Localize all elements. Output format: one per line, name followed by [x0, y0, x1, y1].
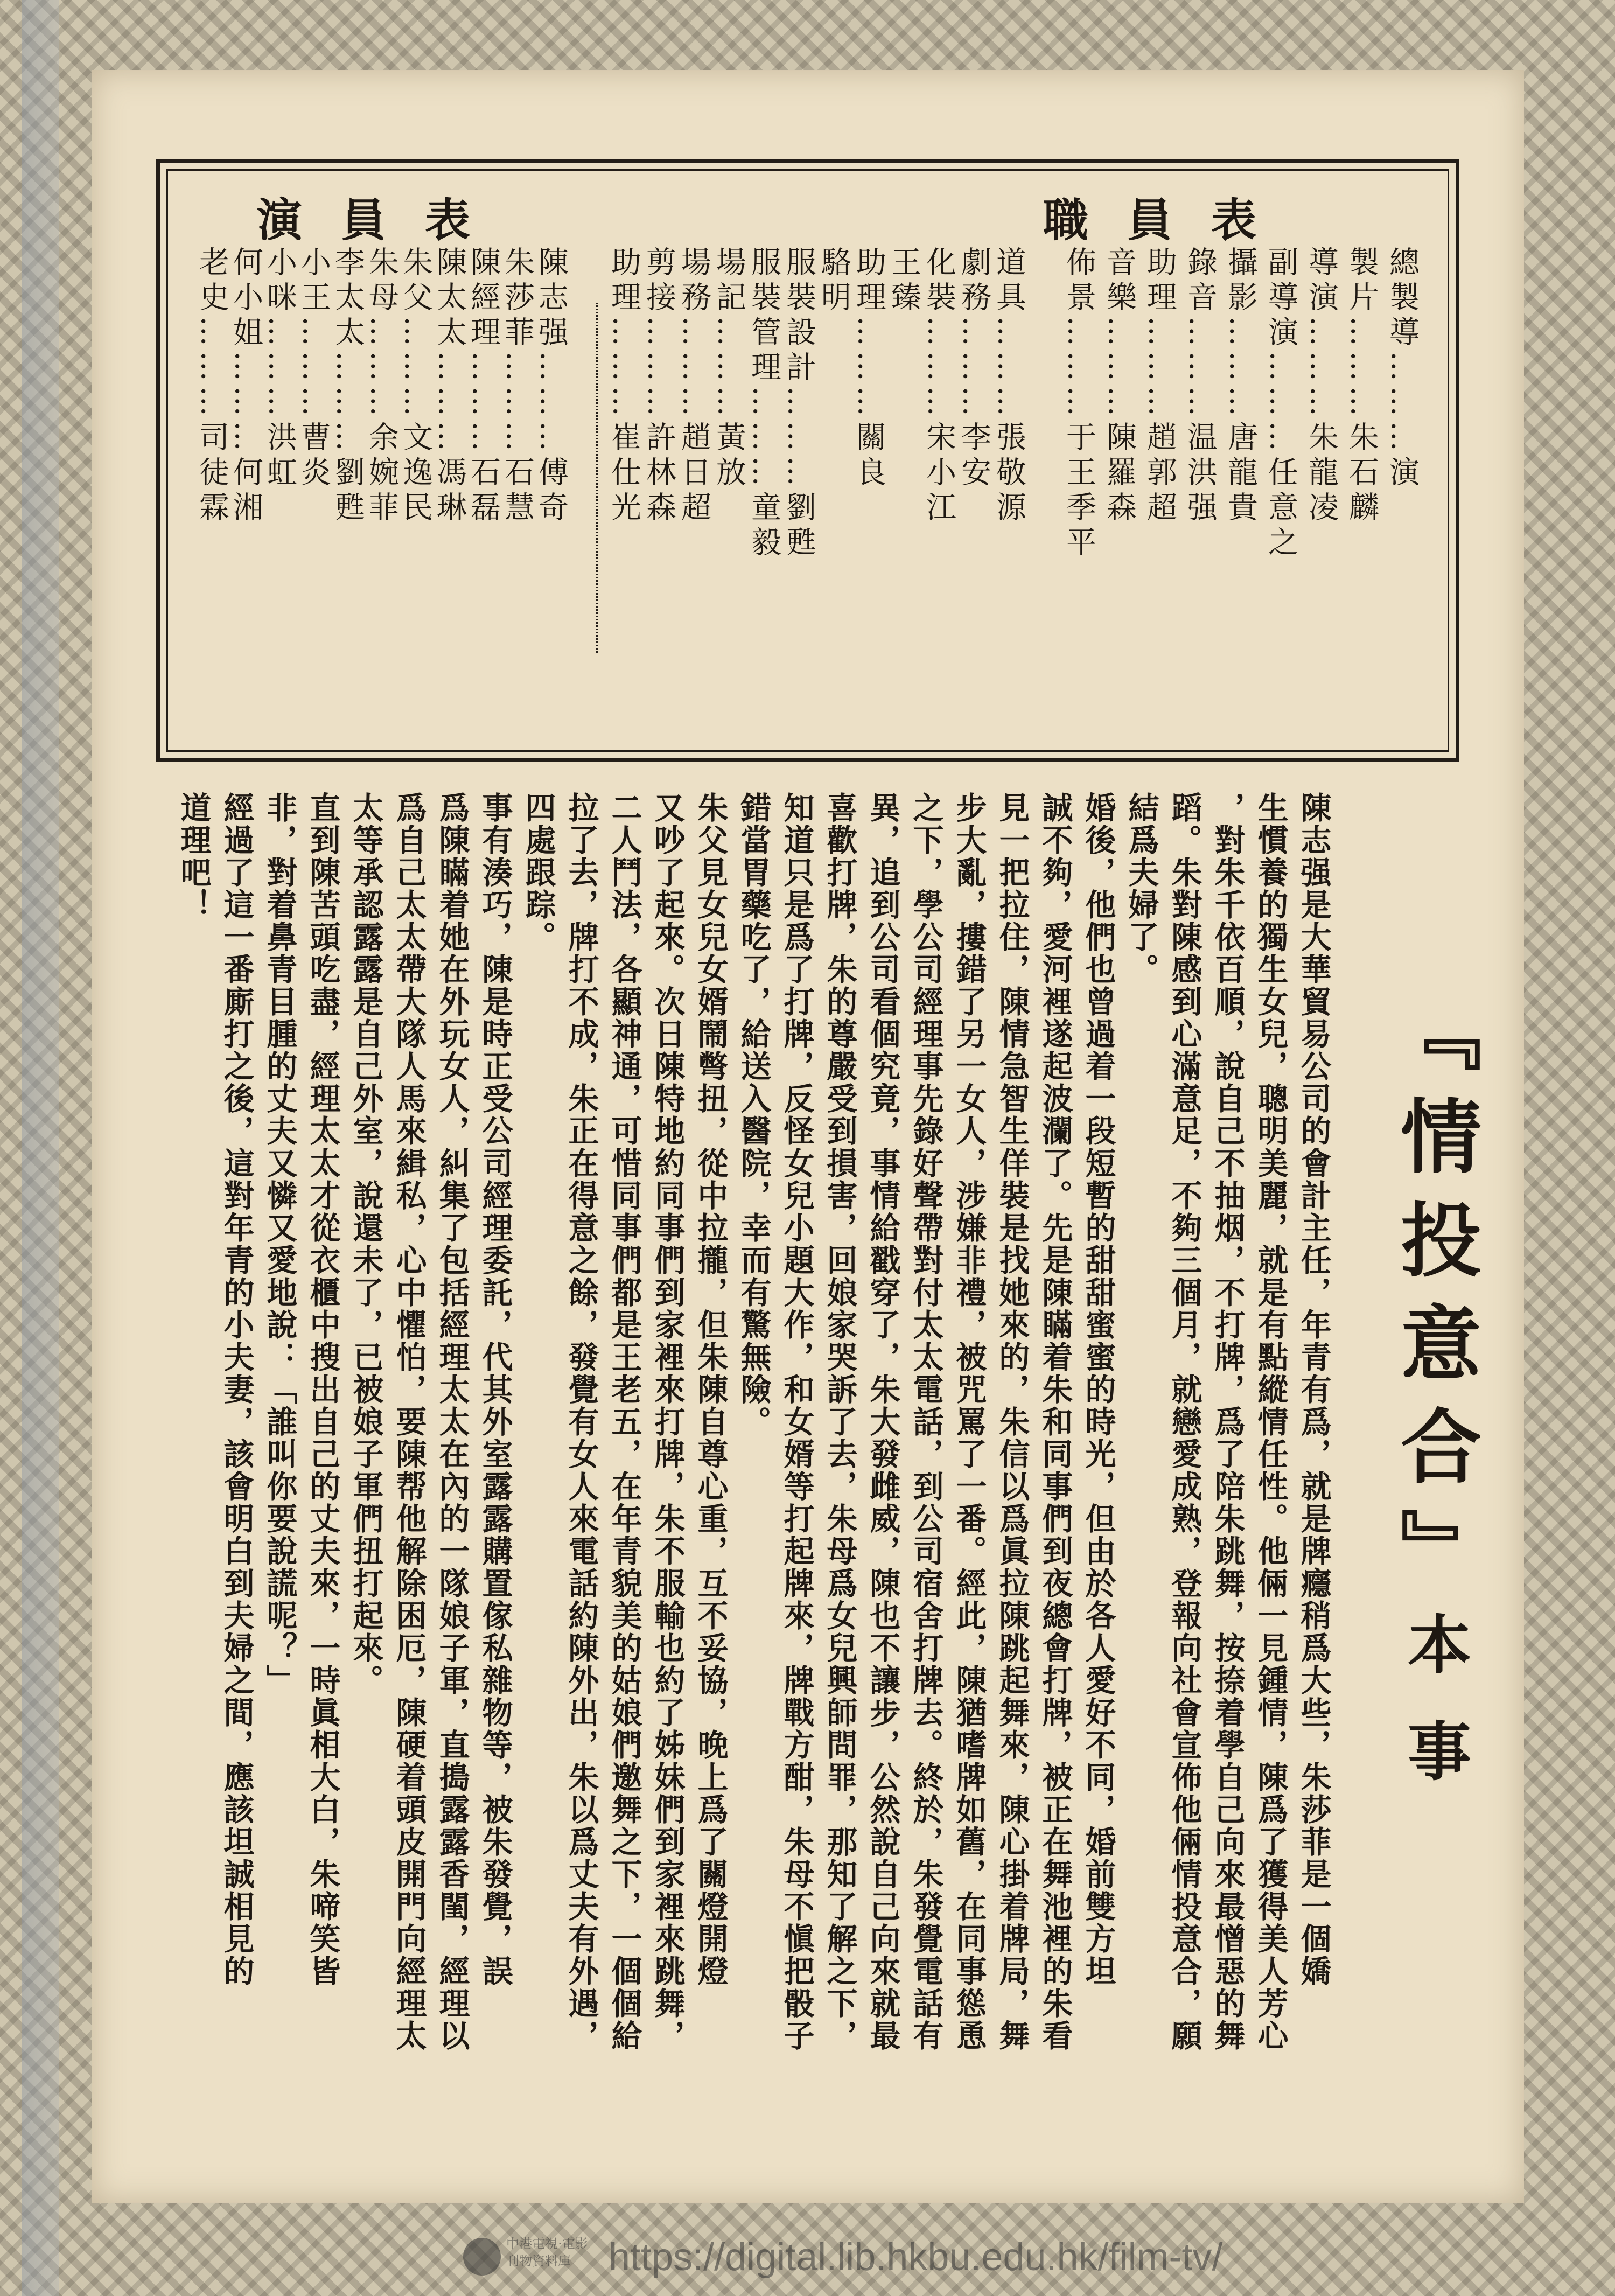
synopsis-line: 之下，學公司經理事先錄好聲帶對付太太電話，到公司宿舍打牌去。終於，朱發覺電話有 — [908, 792, 944, 2052]
synopsis-line: 生慣養的獨生女兒，聰明美麗，就是有點縱情任性。他倆一見鍾情，陳爲了獲得美人芳心 — [1253, 792, 1289, 2052]
crew-credit: 總製導………演 — [1385, 246, 1420, 491]
synopsis-line: 誠不夠，愛河裡遂起波瀾了。先是陳瞞着朱和同事們到夜總會打牌，被正在舞池裡的朱看 — [1037, 792, 1073, 2052]
cast-credit: 李太太………劉甦 — [330, 246, 365, 526]
synopsis-line: 步大亂，摟錯了另一女人，涉嫌非禮，被咒罵了一番。經此，陳猶嗜牌如舊，在同事慫恿 — [951, 792, 987, 2052]
synopsis-line: 四處跟踪。 — [520, 792, 556, 953]
archive-url[interactable]: https://digital.lib.hkbu.edu.hk/film-tv/ — [609, 2236, 1223, 2279]
crew-credit: 服裝管理………童毅 — [746, 246, 781, 561]
synopsis-line: 直到陳苦頭吃盡，經理太太才從衣櫃中搜出自己的丈夫來，一時眞相大白，朱啼笑皆 — [305, 792, 341, 1987]
cast-credit: 朱母………余婉菲 — [364, 246, 399, 526]
synopsis-line: 見一把拉住，陳情急智生佯裝是找她來的，朱信以爲眞拉陳跳起舞來，陳心掛着牌局，舞 — [994, 792, 1030, 2052]
synopsis-title-suffix: 本事 — [1397, 1611, 1472, 1825]
synopsis-title-main: 『情投意合』 — [1387, 991, 1481, 1611]
cast-credit: 朱莎菲………石慧 — [500, 246, 535, 526]
cast-credit: 朱父………文逸民 — [398, 246, 433, 526]
synopsis-line: 爲陳瞞着她在外玩女人，糾集了包括經理太太在內的一隊娘子軍，直搗露露香閨，經理以 — [434, 792, 470, 2052]
cast-credit: 何小姐………何湘 — [228, 246, 263, 526]
cast-credit: 老史………司徒霖 — [194, 246, 229, 526]
binding-spine — [22, 0, 59, 2296]
archive-logo-text: 中港電視·電影 刊物資料庫 — [506, 2236, 588, 2269]
cast-credit: 陳志强………傅奇 — [534, 246, 569, 526]
crew-credit: 剪接………許林森 — [641, 246, 676, 526]
cast-credit: 陳經理………石磊 — [466, 246, 501, 526]
synopsis-line: 朱父見女兒女婿鬧彆扭，從中拉攏，但朱陳自尊心重，互不妥協，晚上爲了關燈開燈 — [693, 792, 729, 1987]
crew-credit: 駱明 — [816, 246, 851, 316]
crew-credit: 導演………朱龍凌 — [1304, 246, 1339, 526]
synopsis-line: 錯當胃藥吃了，給送入醫院，幸而有驚無險。 — [736, 792, 772, 1438]
cast-credit: 小咪………洪虹 — [262, 246, 297, 491]
crew-credit: 助理………關良 — [851, 246, 886, 491]
crew-credit: 劇務………李安 — [956, 246, 991, 491]
crew-credit: 道具………張敬源 — [991, 246, 1026, 526]
synopsis-line: 事有湊巧，陳是時正受公司經理委託，代其外室露露購置傢私雜物等，被朱發覺，誤 — [477, 792, 513, 1987]
synopsis-line: 蹈。朱對陳感到心滿意足，不夠三個月，就戀愛成熟，登報向社會宣佈他倆情投意合，願 — [1166, 792, 1202, 2052]
synopsis-line: 非，對着鼻青目腫的丈夫又憐又愛地說：「誰叫你要說謊呢？」 — [262, 792, 298, 1697]
crew-credit: 場記………黃放 — [711, 246, 746, 491]
synopsis-line: 喜歡打牌，朱的尊嚴受到損害，回娘家哭訴了去，朱母爲女兒興師問罪，那知了解之下， — [822, 792, 858, 2052]
crew-credit: 製片………朱石麟 — [1344, 246, 1379, 526]
crew-credit: 音樂………陳羅森 — [1102, 246, 1137, 526]
crew-credit: 助理………崔仕光 — [606, 246, 641, 526]
crew-credit: 助理………趙郭超 — [1142, 246, 1177, 526]
synopsis-line: 又吵了起來。次日陳特地約同事們到家裡來打牌，朱不服輸也約了姊妹們到家裡來跳舞， — [649, 792, 686, 2052]
crew-credit: 服裝設計………劉甦 — [781, 246, 816, 561]
crew-heading: 職員表 — [1043, 193, 1296, 247]
crew-credit: 化裝………宋小江 — [921, 246, 956, 526]
synopsis-line: 知道只是爲了打牌，反怪女兒小題大作，和女婿等打起牌來，牌戰方酣，朱母不愼把骰子 — [779, 792, 815, 2052]
synopsis-body — [156, 792, 1341, 2057]
cast-credit: 小王………曹炎 — [296, 246, 331, 491]
synopsis-title — [1376, 991, 1492, 1825]
synopsis-line: 拉了去，牌打不成，朱正在得意之餘，發覺有女人來電話約陳外出，朱以爲丈夫有外遇， — [563, 792, 599, 2052]
synopsis-line: 爲自己太太帶大隊人馬來緝私，心中懼怕，要陳帮他解除困厄，陳硬着頭皮開門向經理太 — [391, 792, 427, 2052]
synopsis-line: ，對朱千依百順，說自己不抽烟，不打牌，爲了陪朱跳舞，按捺着學自己向來最憎惡的舞 — [1209, 792, 1246, 2052]
synopsis-line: 太等承認露露是自己外室，說還未了，已被娘子軍們扭打起來。 — [348, 792, 384, 1697]
synopsis-line: 異，追到公司看個究竟，事情給戳穿了，朱大發雌威，陳也不讓步，公然說自己向來就最 — [865, 792, 901, 2052]
synopsis-line: 陳志强是大華貿易公司的會計主任，年青有爲，就是牌癮稍爲大些，朱莎菲是一個嬌 — [1296, 792, 1332, 1987]
cast-heading: 演員表 — [257, 193, 509, 247]
synopsis-line: 結爲夫婦了。 — [1123, 792, 1159, 986]
synopsis-line: 婚後，他們也曾過着一段短暫的甜甜蜜蜜的時光，但由於各人愛好不同，婚前雙方坦 — [1080, 792, 1116, 1987]
crew-credit: 佈景………于王季平 — [1061, 246, 1096, 561]
crew-credit: 攝影………唐龍貴 — [1223, 246, 1258, 526]
crew-credit: 錄音………温洪强 — [1183, 246, 1218, 526]
synopsis-line: 道理吧！ — [176, 792, 212, 921]
credits-box — [156, 159, 1459, 762]
crew-credit: 場務………趙日超 — [676, 246, 711, 526]
archive-logo-icon — [463, 2238, 501, 2276]
crew-credit: 王臻 — [886, 246, 921, 316]
credits-divider — [596, 303, 598, 653]
synopsis-line: 經過了這一番廝打之後，這對年青的小夫妻，該會明白到夫婦之間，應該坦誠相見的 — [219, 792, 255, 1987]
synopsis-line: 二人鬥法，各顯神通，可惜同事們都是王老五，在年青貌美的姑娘們邀舞之下，一個個給 — [606, 792, 642, 2052]
cast-credit: 陳太太………馮琳 — [432, 246, 467, 526]
crew-credit: 副導演………任意之 — [1263, 246, 1298, 561]
